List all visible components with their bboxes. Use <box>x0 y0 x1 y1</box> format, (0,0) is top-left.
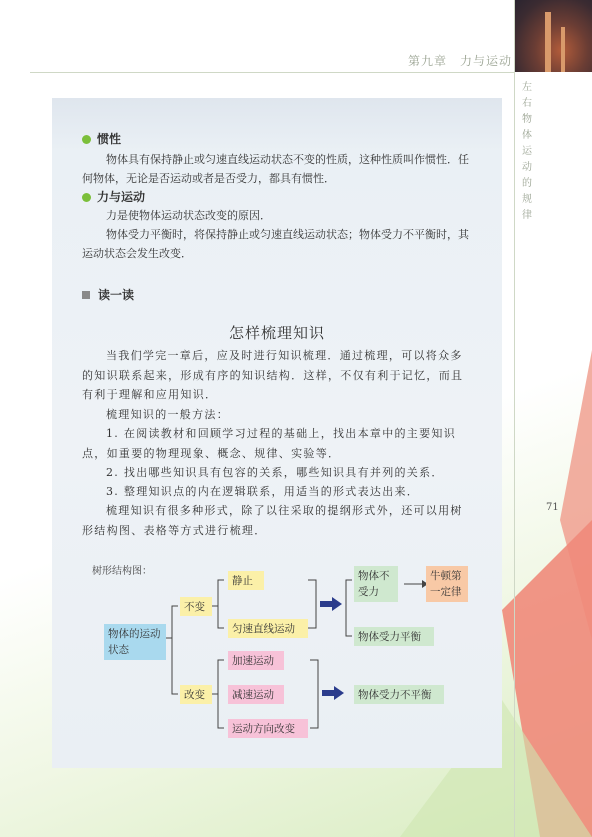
uniform-motion-node: 匀速直线运动 <box>228 619 308 638</box>
section-label: 读一读 <box>82 286 134 303</box>
article-paragraph-4: 2. 找出哪些知识具有包容的关系，哪些知识具有并列的关系． <box>106 466 444 479</box>
root-node: 物体的运动状态 <box>104 624 166 660</box>
changed-node: 改变 <box>180 685 212 704</box>
side-chapter-title: 左 右 物 体 运 动 的 规 律 <box>522 82 532 221</box>
right-arrow-icon <box>322 686 344 700</box>
force-paragraph-2: 物体受力平衡时，将保持静止或匀速直线运动状态；物体受力不平衡时，其运动状态会发生改变． <box>82 228 469 260</box>
article-paragraph-3: 1. 在阅读教材和回顾学习过程的基础上，找出本章中的主要知识点，如重要的物理现象、概念、规律、实验等． <box>82 427 456 460</box>
no-force-node: 物体不受力 <box>354 566 398 602</box>
unbalanced-force-node: 物体受力不平衡 <box>354 685 444 704</box>
rest-node: 静止 <box>228 571 264 590</box>
article-paragraph-1: 当我们学完一章后，应及时进行知识梳理．通过梳理，可以将众多的知识联系起来，形成有序的知识结构．这样，不仅有利于记忆，而且有利于理解和应用知识． <box>82 349 464 401</box>
unchanged-node: 不变 <box>180 597 212 616</box>
newton-first-law-node: 牛顿第一定律 <box>426 566 468 602</box>
chapter-header: 第九章 力与运动 <box>407 54 512 68</box>
force-paragraph-1: 力是使物体运动状态改变的原因． <box>106 209 271 222</box>
article-paragraph-6: 梳理知识有很多种形式，除了以往采取的提纲形式外，还可以用树形结构图、表格等方式进行梳理． <box>82 504 463 537</box>
force-heading: 力与运动 <box>82 188 145 205</box>
article-title: 怎样梳理知识 <box>228 324 325 342</box>
inertia-paragraph: 物体具有保持静止或匀速直线运动状态不变的性质，这种性质叫作惯性．任何物体，无论是否运动或者是否受力，都具有惯性． <box>82 153 469 185</box>
page-number: 71 <box>546 502 559 513</box>
direction-change-node: 运动方向改变 <box>228 719 308 738</box>
deceleration-node: 减速运动 <box>228 685 284 704</box>
right-arrow-icon <box>320 597 342 611</box>
acceleration-node: 加速运动 <box>228 651 284 670</box>
article-paragraph-2: 梳理知识的一般方法： <box>106 408 229 421</box>
inertia-heading: 惯性 <box>82 130 121 147</box>
balanced-force-node: 物体受力平衡 <box>354 627 434 646</box>
article-paragraph-5: 3. 整理知识点的内在逻辑联系，用适当的形式表达出来． <box>106 485 420 498</box>
diagram-label: 树形结构图： <box>92 566 152 577</box>
